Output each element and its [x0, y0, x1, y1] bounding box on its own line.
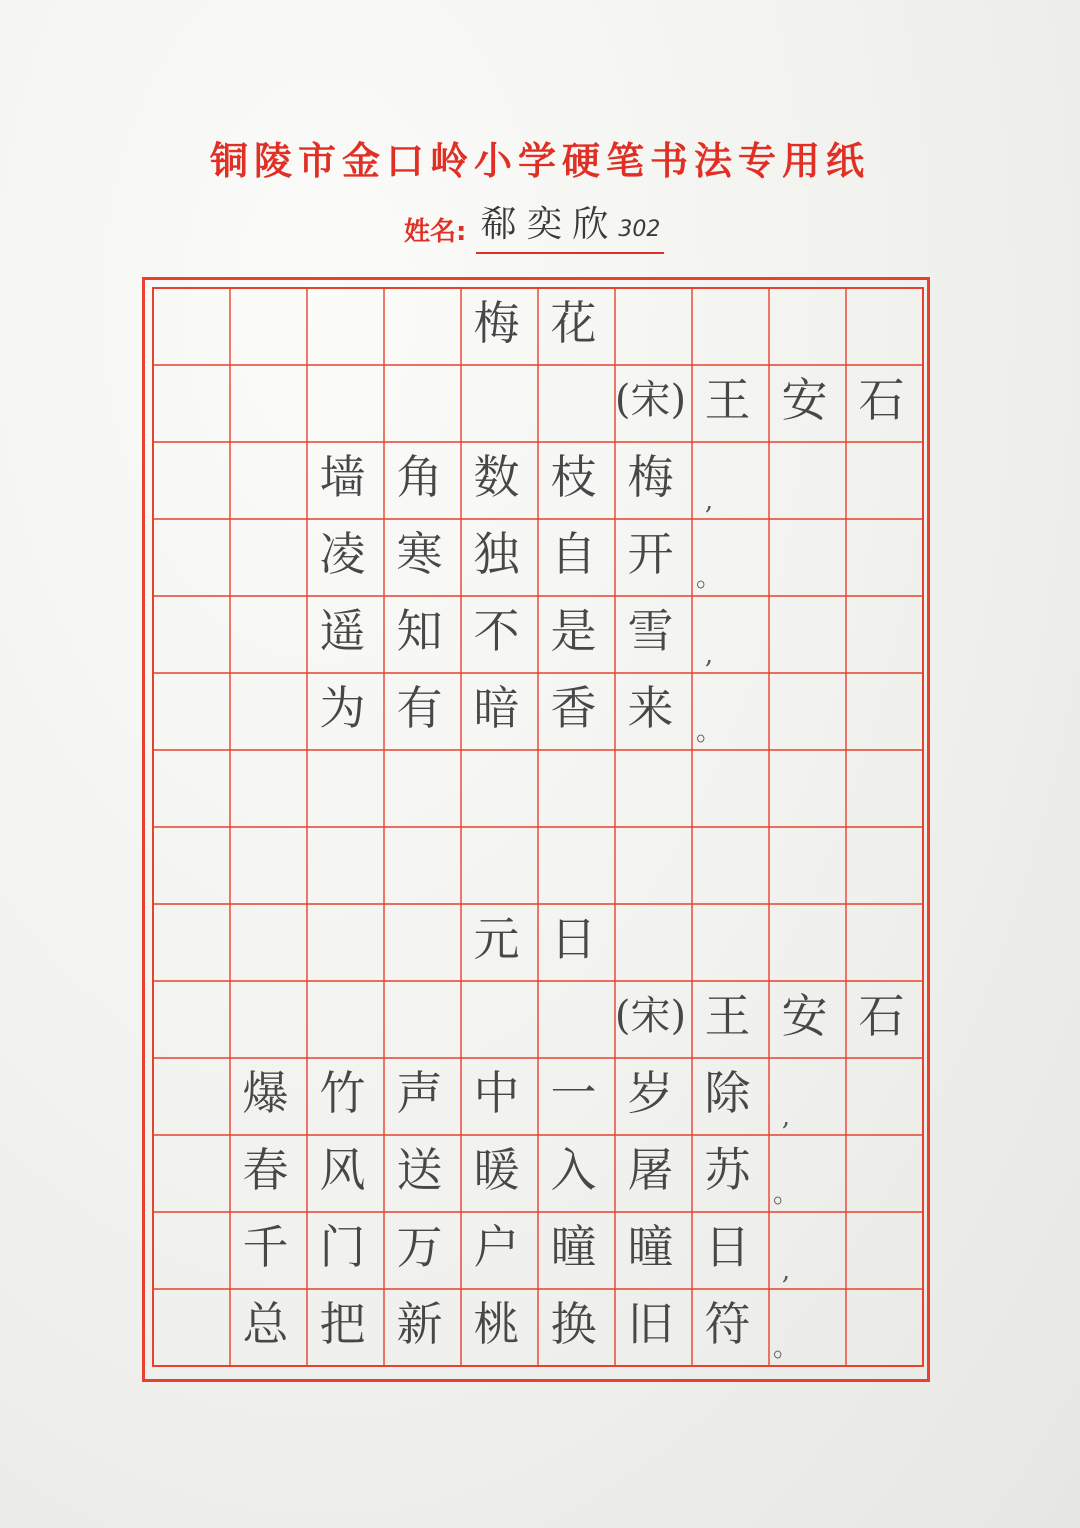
poem-char: 墙: [319, 450, 366, 504]
poem-char: 独: [473, 527, 520, 581]
poem-title-char: 梅: [473, 296, 520, 350]
poem-char: 角: [396, 450, 443, 504]
author-char: 王: [704, 989, 751, 1043]
punctuation-mark: 。: [772, 1179, 799, 1209]
poem-char: 岁: [627, 1066, 674, 1120]
poem-char: 寒: [396, 527, 443, 581]
poem-char: 旧: [627, 1297, 674, 1351]
poem-char: 除: [704, 1066, 751, 1120]
poem-char: 来: [627, 681, 674, 735]
poem-char: 一: [550, 1066, 597, 1120]
poem-char: 开: [627, 527, 674, 581]
poem-char: 爆: [242, 1066, 289, 1120]
class-number: 302: [618, 217, 661, 242]
poem-char: 不: [473, 604, 520, 658]
poem-char: 入: [550, 1143, 597, 1197]
poem-char: 遥: [319, 604, 366, 658]
poem-char: 屠: [627, 1143, 674, 1197]
punctuation-mark: ,: [781, 1256, 791, 1286]
poem-char: 枝: [550, 450, 597, 504]
poem-char: 千: [242, 1220, 289, 1274]
poem-char: 桃: [473, 1297, 520, 1351]
poem-char: 凌: [319, 527, 366, 581]
poem-char: 知: [396, 604, 443, 658]
poem-char: 把: [319, 1297, 366, 1351]
punctuation-mark: 。: [695, 717, 722, 747]
punctuation-mark: 。: [772, 1333, 799, 1363]
punctuation-mark: 。: [695, 563, 722, 593]
poem-char: 曈: [550, 1220, 597, 1274]
author-char: 安: [781, 373, 828, 427]
poem-char: 日: [704, 1220, 751, 1274]
poem-title-char: 花: [550, 296, 597, 350]
poem-char: 门: [319, 1220, 366, 1274]
name-row: [404, 204, 664, 254]
poem-char: 送: [396, 1143, 443, 1197]
name-value: 郗奕欣: [480, 204, 619, 245]
poem-char: 为: [319, 681, 366, 735]
name-label: 姓名:: [404, 217, 467, 247]
name-field: [476, 205, 664, 254]
writing-grid-frame: [142, 277, 930, 1382]
author-char: 石: [858, 989, 905, 1043]
poem-char: 风: [319, 1143, 366, 1197]
poem-char: 新: [396, 1297, 443, 1351]
poem-char: 春: [242, 1143, 289, 1197]
punctuation-mark: ,: [704, 640, 714, 670]
poem-char: 香: [550, 681, 597, 735]
poem-char: 苏: [704, 1143, 751, 1197]
author-char: 安: [781, 989, 828, 1043]
poem-char: 万: [396, 1220, 443, 1274]
punctuation-mark: ,: [704, 486, 714, 516]
poem-char: 暗: [473, 681, 520, 735]
poem-char: 数: [473, 450, 520, 504]
poem-title-char: 元: [473, 912, 520, 966]
poem-char: 曈: [627, 1220, 674, 1274]
poem-char: 竹: [319, 1066, 366, 1120]
poem-char: 户: [473, 1220, 520, 1274]
poem-char: 中: [473, 1066, 520, 1120]
poem-char: 自: [550, 527, 597, 581]
dynasty-mark: (宋): [614, 993, 687, 1039]
punctuation-mark: ,: [781, 1102, 791, 1132]
poem-char: 雪: [627, 604, 674, 658]
page-title: 铜陵市金口岭小学硬笔书法专用纸: [209, 139, 870, 183]
poem-char: 符: [704, 1297, 751, 1351]
poem-char: 有: [396, 681, 443, 735]
poem-char: 是: [550, 604, 597, 658]
poem-title-char: 日: [550, 912, 597, 966]
author-char: 石: [858, 373, 905, 427]
poem-char: 换: [550, 1297, 597, 1351]
dynasty-mark: (宋): [614, 377, 687, 423]
poem-char: 总: [242, 1297, 289, 1351]
poem-char: 声: [396, 1066, 443, 1120]
poem-char: 梅: [627, 450, 674, 504]
author-char: 王: [704, 373, 751, 427]
poem-char: 暖: [473, 1143, 520, 1197]
